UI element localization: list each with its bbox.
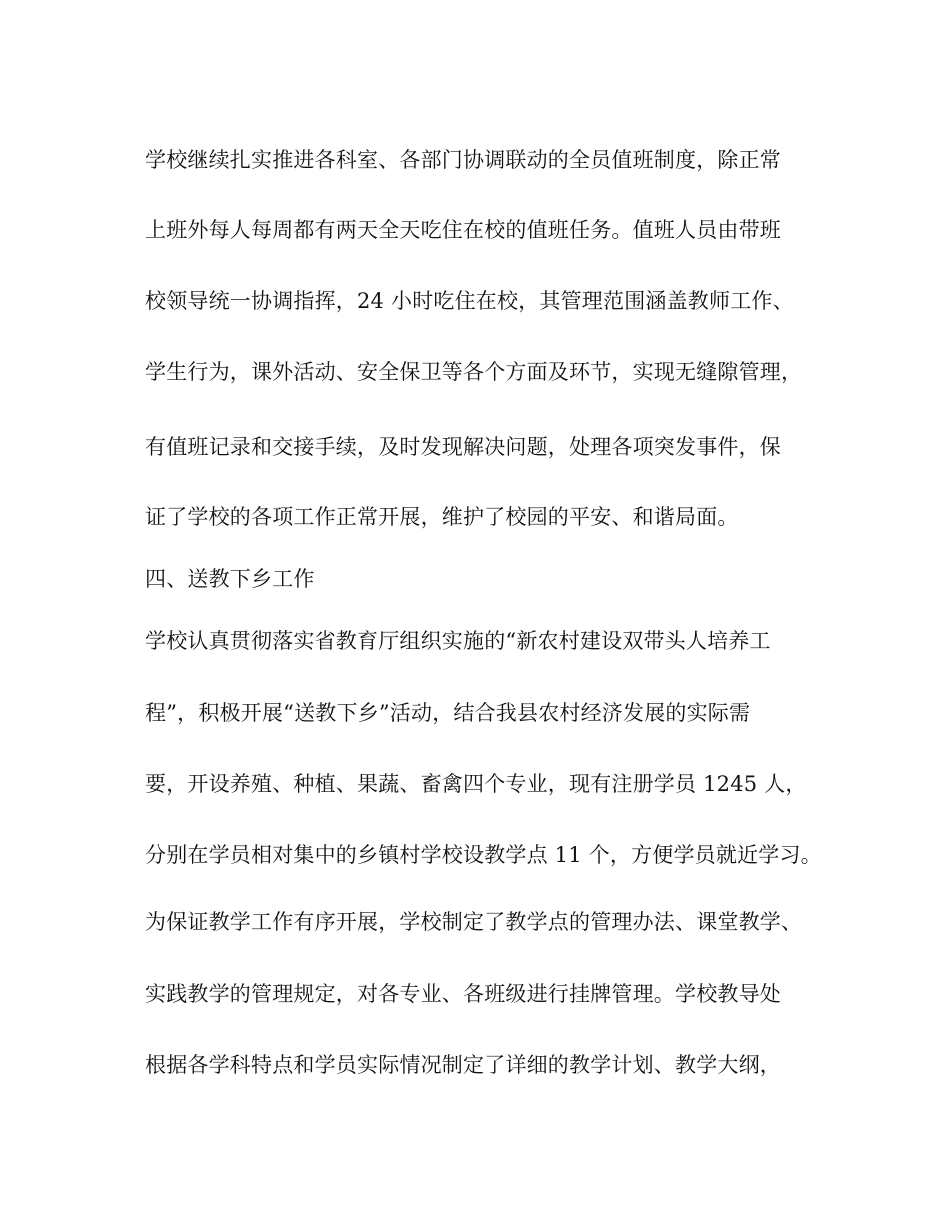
section-heading: 四、送教下乡工作 (145, 567, 315, 591)
paragraph-line: 证了学校的各项工作正常开展，维护了校园的平安、和谐局面。 (145, 505, 739, 529)
paragraph-line: 学生行为，课外活动、安全保卫等各个方面及环节，实现无缝隙管理， (145, 360, 803, 384)
paragraph-line: 学校继续扎实推进各科室、各部门协调联动的全员值班制度，除正常 (145, 148, 781, 172)
paragraph-line: 为保证教学工作有序开展，学校制定了教学点的管理办法、课堂教学、 (145, 910, 803, 934)
paragraph-line: 学校认真贯彻落实省教育厅组织实施的“新农村建设双带头人培养工 (145, 629, 771, 653)
paragraph-line: 根据各学科特点和学员实际情况制定了详细的教学计划、教学大纲， (145, 1053, 781, 1077)
paragraph-line: 要，开设养殖、种植、果蔬、畜禽四个专业，现有注册学员 1245 人， (145, 772, 807, 796)
paragraph-line: 校领导统一协调指挥，24 小时吃住在校，其管理范围涵盖教师工作、 (145, 289, 794, 313)
paragraph-line: 程”，积极开展“送教下乡”活动，结合我县农村经济发展的实际需 (145, 701, 751, 725)
paragraph-line: 分别在学员相对集中的乡镇村学校设教学点 11 个，方便学员就近学习。 (145, 843, 822, 867)
paragraph-line: 有值班记录和交接手续，及时发现解决问题，处理各项突发事件，保 (145, 435, 781, 459)
paragraph-line: 上班外每人每周都有两天全天吃住在校的值班任务。值班人员由带班 (145, 218, 781, 242)
paragraph-line: 实践教学的管理规定，对各专业、各班级进行挂牌管理。学校教导处 (145, 982, 781, 1006)
